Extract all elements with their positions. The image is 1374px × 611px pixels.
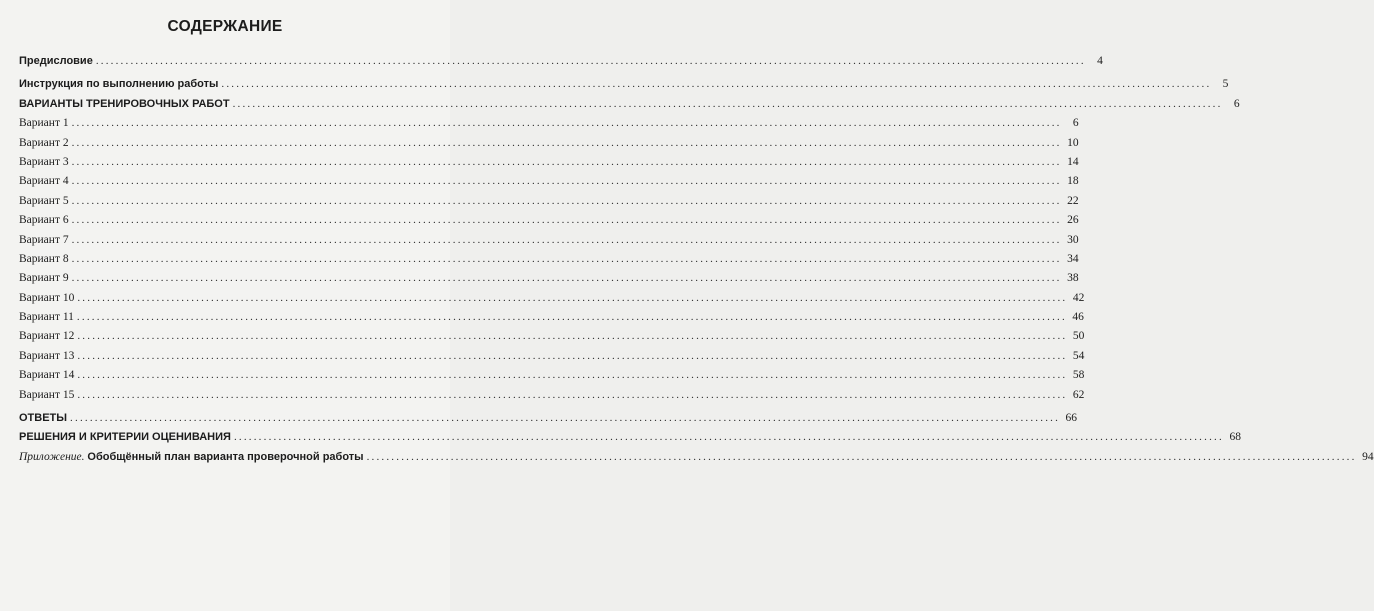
page-title: СОДЕРЖАНИЕ xyxy=(167,18,283,35)
leader-dots: ........................................................................................................................................................................................................ xyxy=(95,55,1086,67)
toc-entry-page: 38 xyxy=(1067,272,1079,285)
toc-entry-variant xyxy=(19,347,1085,366)
toc-entry-variant xyxy=(19,308,1084,327)
toc-entry-variant xyxy=(19,289,1085,308)
toc-entry-solutions xyxy=(19,428,1241,447)
toc-entry-page: 66 xyxy=(1065,412,1078,425)
toc-entry-variant xyxy=(19,211,1079,230)
toc-entry-page: 18 xyxy=(1067,175,1079,188)
toc-entry-page: 14 xyxy=(1067,155,1079,168)
toc-entry-label: Вариант 8 xyxy=(19,252,69,265)
leader-dots: ........................................................................................................................................................................................................ xyxy=(70,412,1061,425)
toc-entry-page: 42 xyxy=(1072,291,1085,304)
toc-entry-page: 26 xyxy=(1067,214,1079,227)
leader-dots: ........................................................................................................................................................................................................ xyxy=(77,349,1068,362)
appendix-prefix: Приложение. xyxy=(19,450,85,463)
toc-entry-label: Вариант 15 xyxy=(19,388,75,401)
toc-entry-variant xyxy=(19,250,1079,269)
leader-dots: ........................................................................................................................................................................................................ xyxy=(71,272,1062,285)
toc-entry-label: ОТВЕТЫ xyxy=(19,412,68,425)
toc-entry-page: 46 xyxy=(1072,311,1084,324)
leader-dots: ........................................................................................................................................................................................................ xyxy=(71,117,1062,130)
toc-entry-answers xyxy=(19,409,1078,428)
leader-dots: ........................................................................................................................................................................................................ xyxy=(77,291,1068,304)
toc-entry-appendix xyxy=(19,448,1374,467)
leader-dots: ........................................................................................................................................................................................................ xyxy=(71,136,1062,149)
toc-entry-label: Вариант 9 xyxy=(19,272,69,285)
toc-entry-label: Вариант 14 xyxy=(19,369,75,382)
toc-entry-variant xyxy=(19,172,1079,191)
toc-entry-page: 54 xyxy=(1072,349,1085,362)
leader-dots: ........................................................................................................................................................................................................ xyxy=(366,450,1357,463)
toc-entry-variant xyxy=(19,192,1079,211)
toc-entry-page: 6 xyxy=(1233,97,1240,110)
toc-entry-page: 50 xyxy=(1072,330,1085,343)
leader-dots: ........................................................................................................................................................................................................ xyxy=(71,252,1062,265)
leader-dots: ........................................................................................................................................................................................................ xyxy=(71,194,1062,207)
toc-entry-label: Вариант 7 xyxy=(19,233,69,246)
leader-dots: ........................................................................................................................................................................................................ xyxy=(233,431,1224,444)
toc-entry-page: 58 xyxy=(1072,369,1085,382)
toc-entry-label: Вариант 1 xyxy=(19,117,69,130)
toc-entry-page: 22 xyxy=(1067,194,1079,207)
toc-entry-label-group xyxy=(19,448,364,467)
toc-entry-variant xyxy=(19,153,1079,172)
toc-entry-variant xyxy=(19,134,1079,153)
toc-entry-label: РЕШЕНИЯ И КРИТЕРИИ ОЦЕНИВАНИЯ xyxy=(19,431,231,444)
toc-entry-instruction xyxy=(19,75,1229,94)
toc-entry-page: 34 xyxy=(1067,252,1079,265)
toc-entry-variant xyxy=(19,114,1079,133)
leader-dots: ........................................................................................................................................................................................................ xyxy=(76,311,1067,324)
leader-dots: ........................................................................................................................................................................................................ xyxy=(221,78,1212,91)
leader-dots: ........................................................................................................................................................................................................ xyxy=(71,175,1062,188)
toc-entry-label: ВАРИАНТЫ ТРЕНИРОВОЧНЫХ РАБОТ xyxy=(19,97,230,110)
toc-entry-label: Вариант 6 xyxy=(19,214,69,227)
leader-dots: ........................................................................................................................................................................................................ xyxy=(71,214,1062,227)
toc-entry-page: 4 xyxy=(1097,55,1103,67)
leader-dots: ........................................................................................................................................................................................................ xyxy=(77,369,1068,382)
toc-entry-page: 10 xyxy=(1067,136,1079,149)
toc-entry-preface xyxy=(19,52,1103,71)
toc-entry-variant xyxy=(19,327,1085,346)
toc-entry-page: 68 xyxy=(1229,431,1241,444)
toc-entry-training-variants xyxy=(19,95,1240,114)
toc-entry-page: 5 xyxy=(1222,78,1229,91)
leader-dots: ........................................................................................................................................................................................................ xyxy=(77,388,1068,401)
toc-entry-variant xyxy=(19,269,1079,288)
toc-entry-label: Вариант 11 xyxy=(19,311,74,324)
toc-entry-label: Вариант 13 xyxy=(19,349,75,362)
toc-entry-variant xyxy=(19,386,1085,405)
leader-dots: ........................................................................................................................................................................................................ xyxy=(71,233,1062,246)
toc-entry-label: Вариант 3 xyxy=(19,155,69,168)
toc-entry-label: Инструкция по выполнению работы xyxy=(19,78,219,91)
leader-dots: ........................................................................................................................................................................................................ xyxy=(232,97,1223,110)
leader-dots: ........................................................................................................................................................................................................ xyxy=(77,330,1068,343)
toc-entry-label: Вариант 2 xyxy=(19,136,69,149)
toc-entry-label: Предисловие xyxy=(19,55,93,67)
toc-entry-page: 6 xyxy=(1072,117,1079,130)
toc-entry-page: 62 xyxy=(1072,388,1085,401)
toc-entry-variant xyxy=(19,231,1079,250)
toc-entry-page: 30 xyxy=(1067,233,1079,246)
toc-entry-page: 94 xyxy=(1362,450,1374,463)
toc-entry-label: Вариант 4 xyxy=(19,175,69,188)
table-of-contents xyxy=(19,52,1374,467)
leader-dots: ........................................................................................................................................................................................................ xyxy=(71,155,1062,168)
toc-entry-label: Вариант 10 xyxy=(19,291,75,304)
toc-entry-label: Вариант 12 xyxy=(19,330,75,343)
toc-entry-label: Обобщённый план варианта проверочной работы xyxy=(87,450,364,463)
toc-entry-variant xyxy=(19,366,1085,385)
toc-entry-label: Вариант 5 xyxy=(19,194,69,207)
